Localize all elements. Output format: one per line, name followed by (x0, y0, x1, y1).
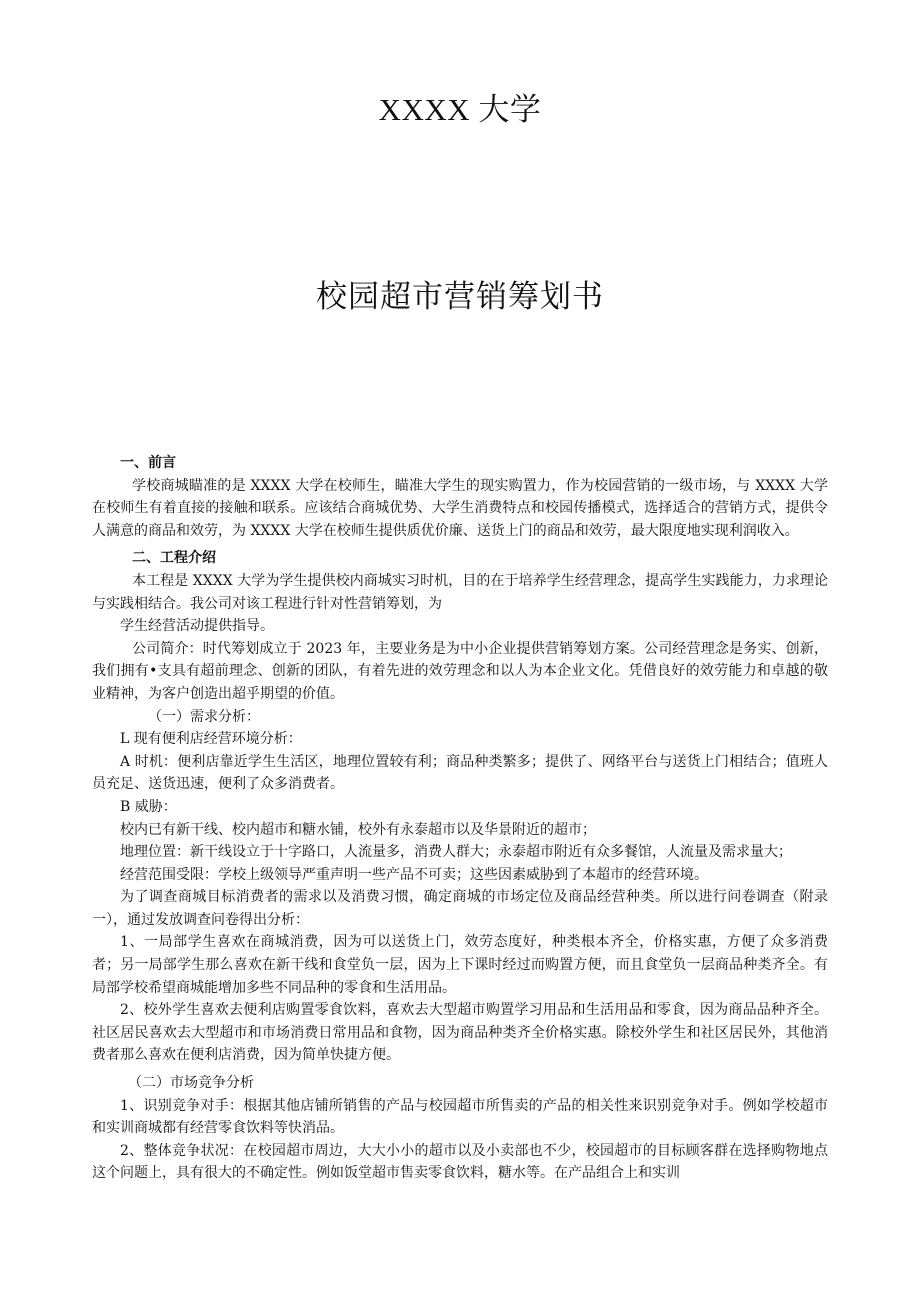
paragraph-demand-3: B 威胁： (120, 798, 177, 815)
subsection-heading-competition: （二）市场竞争分析 (128, 1075, 254, 1092)
section-heading-project: 二、工程介绍 (132, 550, 216, 567)
document-title: 校园超市营销筹划书 (316, 279, 604, 315)
section-heading-preface: 一、前言 (120, 455, 176, 471)
paragraph-demand-4: 校内已有新干线、校内超市和糖水铺，校外有永泰超市以及华景附近的超市； (120, 821, 596, 838)
paragraph-demand-5: 地理位置：新干线设立于十字路口，人流量多，消费人群大；永泰超市附近有众多餐馆，人流量及需求量大； (120, 844, 792, 861)
paragraph-demand-6: 经营范围受限：学校上级领导严重声明一些产品不可卖；这些因素威胁到了本超市的经营环境。 (120, 866, 708, 883)
paragraph-project-2: 学生经营活动提供指导。 (120, 618, 274, 635)
paragraph-competition-1: 1、识别竞争对手：根据其他店铺所销售的产品与校园超市所售卖的产品的相关性来识别竞争对手。例如学校超市和实训商城都有经营零食饮料等快消品。 (92, 1097, 828, 1137)
paragraph-competition-2: 2、整体竞争状况：在校园超市周边，大大小小的超市以及小卖部也不少，校园超市的目标顾客群在选择购物地点这个问题上，具有很大的不确定性。例如饭堂超市售卖零食饮料，糖水等。在产品组合上和实训 (92, 1142, 828, 1182)
paragraph-demand-7: 为了调查商城目标消费者的需求以及消费习惯，确定商城的市场定位及商品经营种类。所以进行问卷调查（附录一），通过发放调查问卷得出分析： (92, 889, 828, 928)
paragraph-preface: 学校商城瞄准的是 XXXX 大学在校师生，瞄准大学生的现实购置力，作为校园营销的一级市场，与 XXXX 大学在校师生有着直接的接触和联系。应该结合商城优势、大学生消费特点和校园传播模式，选择适合的营销方式，提供令人满意的商品和效劳，为 XXXX 大学在校师生提供质优价廉、送货上门的商品和效劳，最大限度地实现利润收入。 (92, 477, 828, 539)
paragraph-demand-9: 2、校外学生喜欢去便利店购置零食饮料，喜欢去大型超市购置学习用品和生活用品和零食，因为商品品种齐全。社区居民喜欢去大型超市和市场消费日常用品和食物，因为商品种类齐全价格实惠。除校外学生和社区居民外，其他消费者那么喜欢在便利店消费，因为简单快捷方便。 (92, 1002, 828, 1064)
school-title: XXXX 大学 (378, 92, 542, 127)
paragraph-project-1: 本工程是 XXXX 大学为学生提供校内商城实习时机，目的在于培养学生经营理念，提高学生实践能力，力求理论与实践相结合。我公司对该工程进行针对性营销筹划，为 (92, 572, 828, 612)
subsection-heading-demand: （一）需求分析： (148, 708, 260, 725)
paragraph-demand-2: A 时机：便利店靠近学生生活区，地理位置较有利；商品种类繁多；提供了、网络平台与送货上门相结合；值班人员充足、送货迅速，便利了众多消费者。 (92, 753, 828, 793)
paragraph-company-intro: 公司简介：时代筹划成立于 2023 年，主要业务是为中小企业提供营销筹划方案。公司经营理念是务实、创新，我们拥有•支具有超前理念、创新的团队，有着先进的效劳理念和以人为本企业文化。凭借良好的效劳能力和卓越的敬业精神，为客户创造出超乎期望的价值。 (92, 640, 828, 702)
paragraph-demand-8: 1、一局部学生喜欢在商城消费，因为可以送货上门，效劳态度好，种类根本齐全，价格实惠，方便了众多消费者；另一局部学生那么喜欢在新干线和食堂负一层，因为上下课时经过而购置方便，而且食堂负一层商品种类齐全。有局部学校希望商城能增加多些不同品种的零食和生活用品。 (92, 934, 828, 996)
document-body (92, 452, 828, 1185)
paragraph-demand-1: L 现有便利店经营环境分析： (120, 731, 302, 748)
